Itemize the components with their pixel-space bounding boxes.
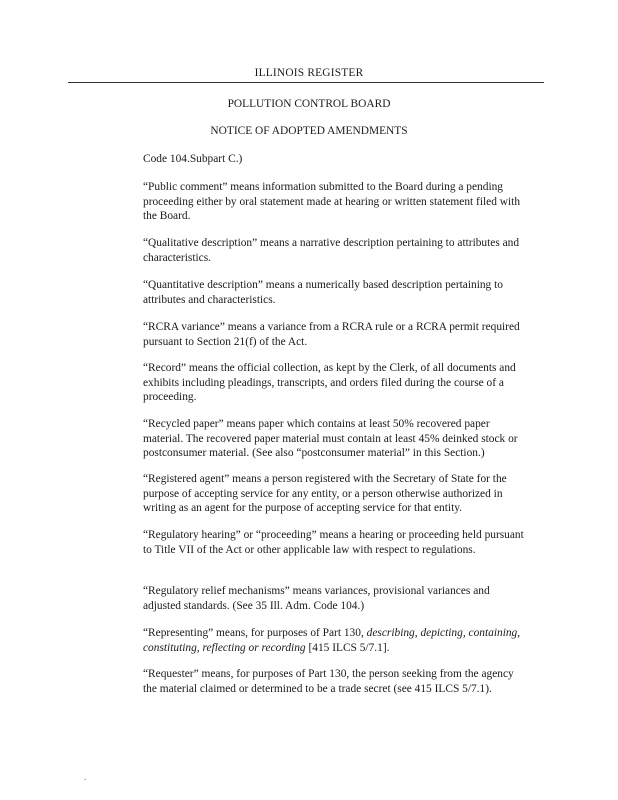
representing-lead: “Representing” means, for purposes of Part 130,	[143, 627, 367, 639]
definition-regulatory-hearing: “Regulatory hearing” or “proceeding” means a hearing or proceeding held pursuant to Title VII of the Act or other applicable law with respect to regulations.	[143, 529, 524, 556]
definition-public-comment: “Public comment” means information submitted to the Board during a pending proceeding either by oral statement made at hearing or written statement filed with the Board.	[143, 181, 521, 223]
representing-citation: [415 ILCS 5/7.1].	[305, 641, 390, 654]
definition-rcra-variance: “RCRA variance” means a variance from a RCRA rule or a RCRA permit required pursuant to Section 21(f) of the Act.	[143, 321, 520, 348]
intro-fragment: Code 104.Subpart C.)	[143, 153, 243, 165]
register-header: ILLINOIS REGISTER	[254, 67, 364, 79]
definition-recycled-paper: “Recycled paper” means paper which contains at least 50% recovered paper material. The recovered paper material must contain at least 45% deinked stock or postconsumer material. (See also “postconsumer material” in this Section.)	[143, 418, 518, 460]
header-rule	[68, 82, 544, 83]
definition-registered-agent: “Registered agent” means a person registered with the Secretary of State for the purpose of accepting service for any entity, or a person otherwise authorized in writing as an agent for the purpose of accepting service for that entity.	[143, 473, 507, 515]
representing-italic-phrase: describing, depicting, containing, constituting, reflecting or recording	[143, 627, 521, 654]
definition-representing	[143, 626, 530, 655]
definition-quantitative-description: “Quantitative description” means a numerically based description pertaining to attributes and characteristics.	[143, 279, 503, 306]
page-mark: .	[84, 772, 87, 782]
definition-record: “Record” means the official collection, as kept by the Clerk, of all documents and exhibits including pleadings, transcripts, and orders filed during the course of a proceeding.	[143, 362, 516, 404]
definition-requester: “Requester” means, for purposes of Part 130, the person seeking from the agency the material claimed or determined to be a trade secret (see 415 ILCS 5/7.1).	[143, 668, 514, 695]
definition-regulatory-relief-mechanisms: “Regulatory relief mechanisms” means variances, provisional variances and adjusted standards. (See 35 Ill. Adm. Code 104.)	[143, 585, 490, 612]
definition-qualitative-description: “Qualitative description” means a narrative description pertaining to attributes and characteristics.	[143, 237, 520, 264]
notice-heading: NOTICE OF ADOPTED AMENDMENTS	[210, 125, 408, 137]
agency-heading: POLLUTION CONTROL BOARD	[227, 98, 391, 110]
